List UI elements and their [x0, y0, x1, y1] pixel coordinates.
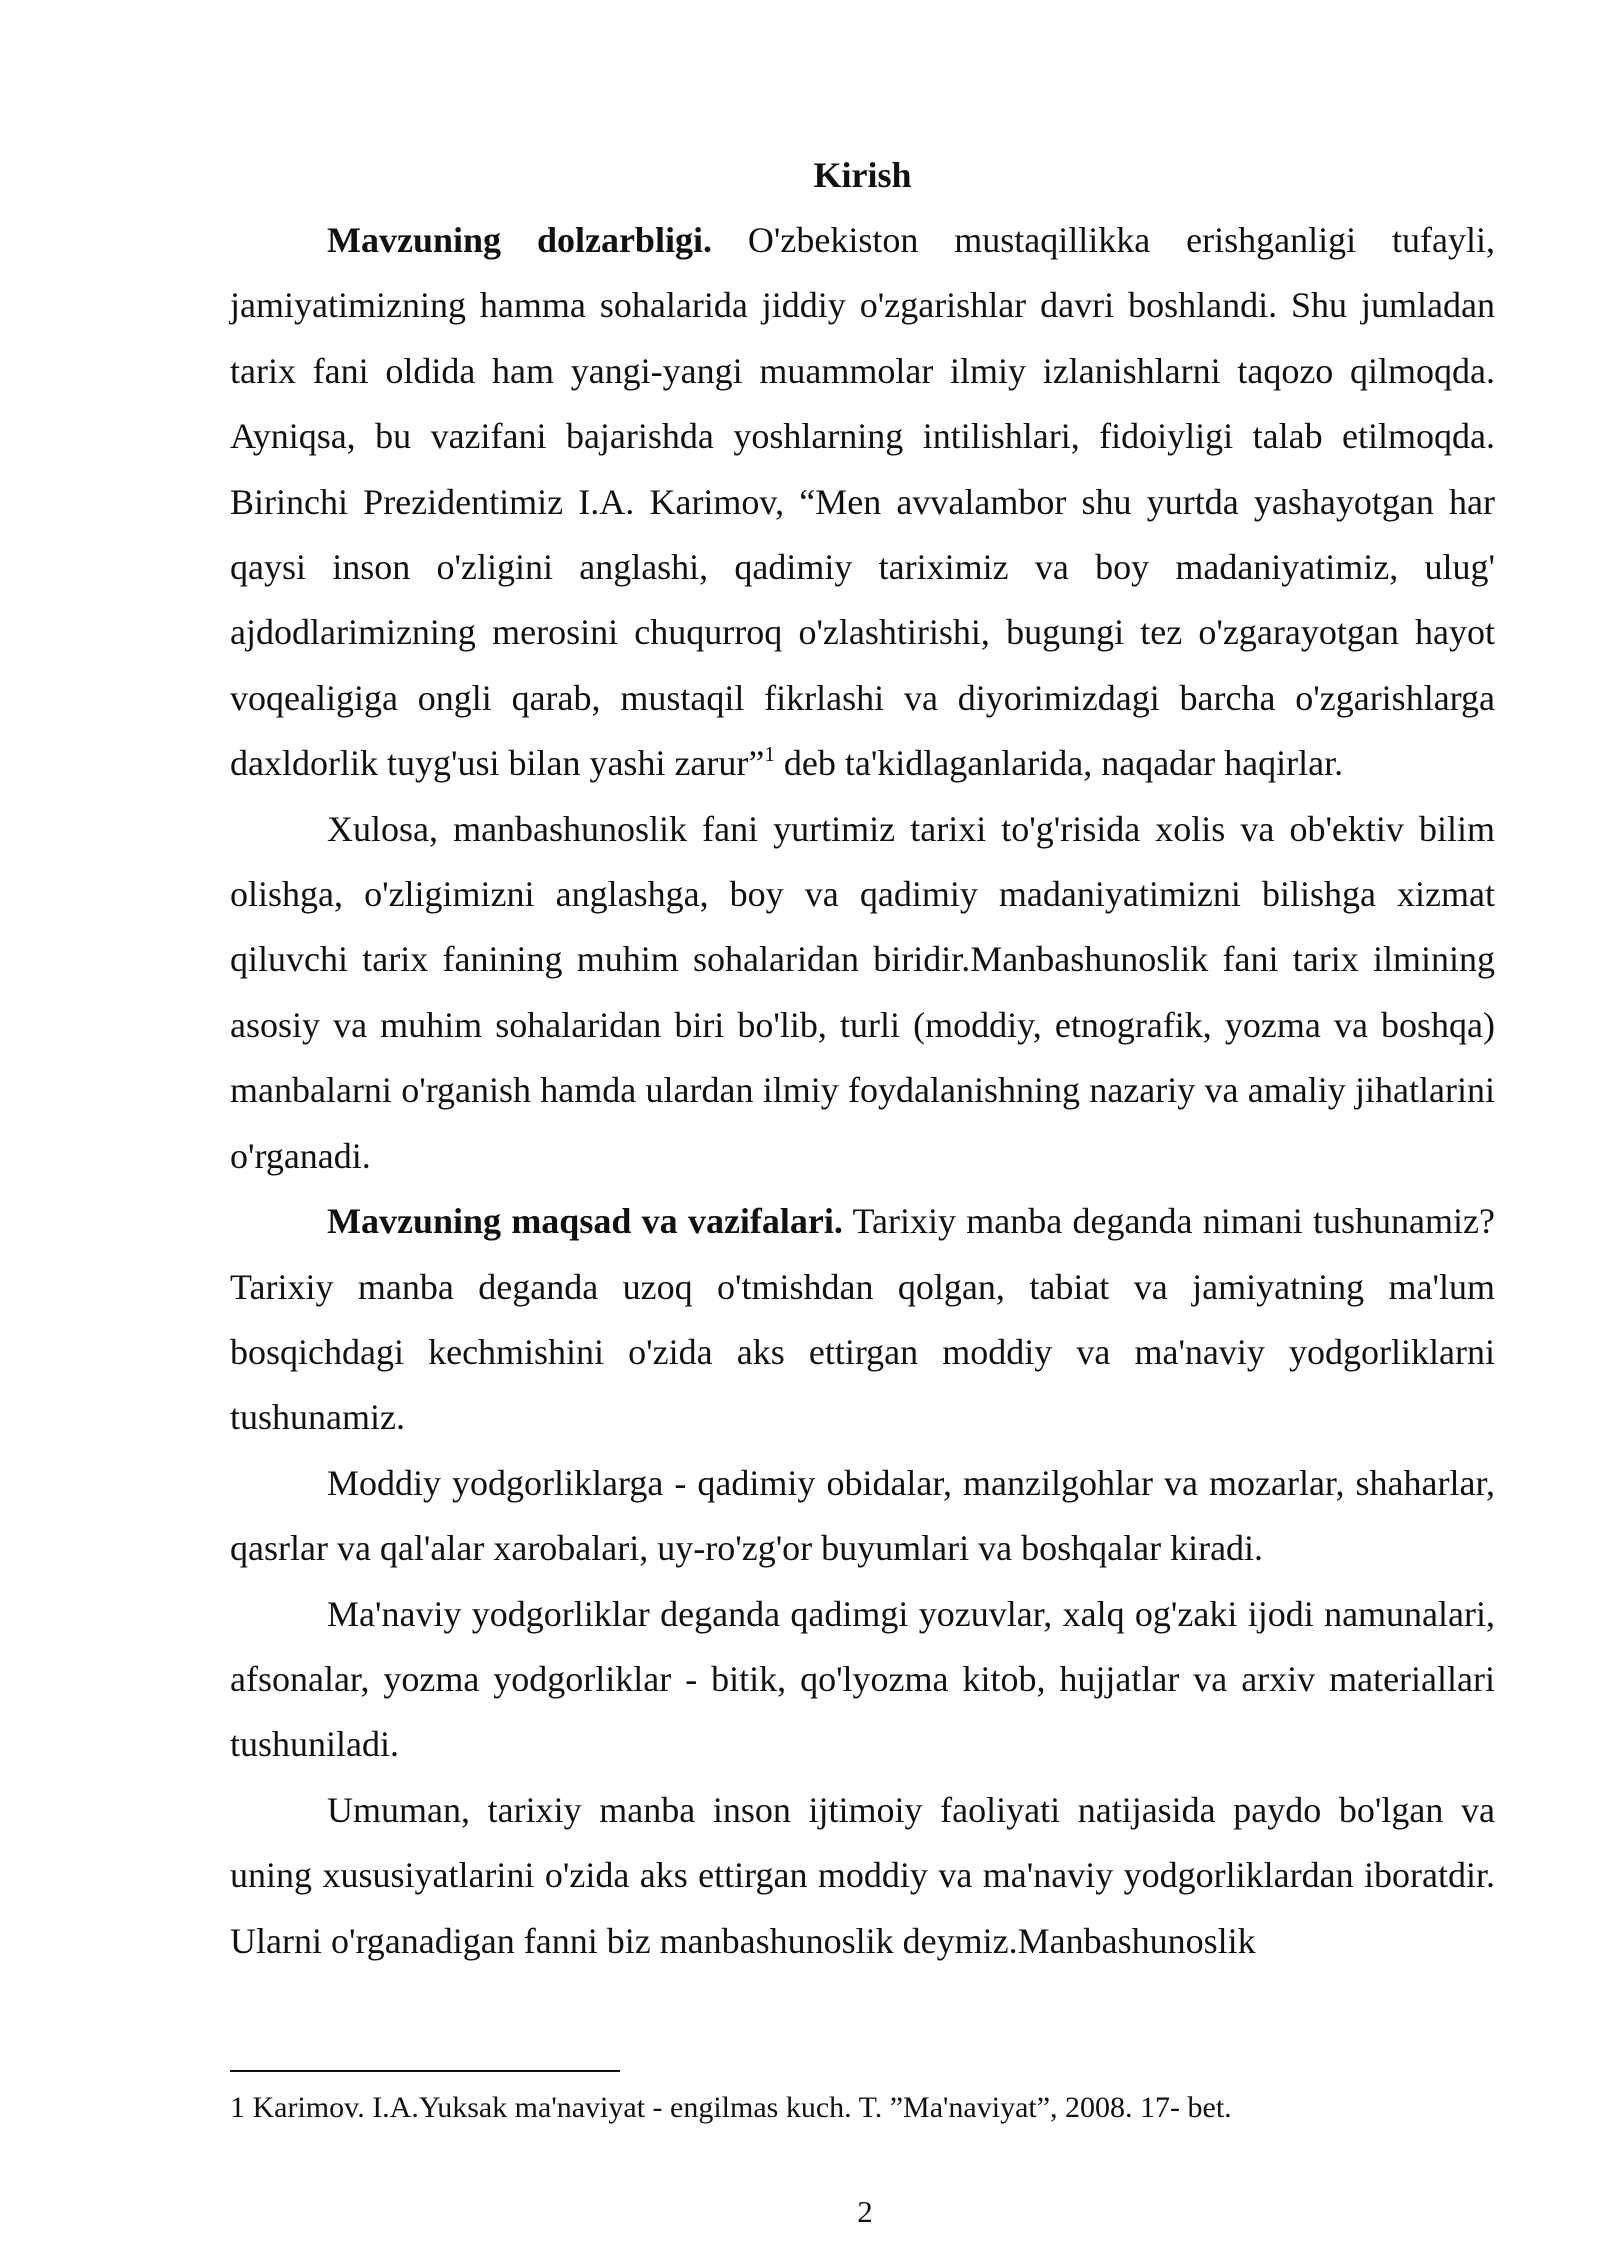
paragraph-text: Umuman, tarixiy manba inson ijtimoiy faoliyati natijasida paydo bo'lgan va uning xususiyatlarini o'zida aks ettirgan moddiy va ma'naviy yodgorliklardan iboratdir. Ularni o'rganadigan fanni biz manbashunoslik deymiz.Manbashunoslik	[230, 1789, 1495, 1961]
section-heading-relevance: Mavzuning dolzarbligi.	[327, 220, 712, 260]
paragraph-goals	[230, 1189, 1495, 1451]
paragraph-summary	[230, 1778, 1495, 1974]
paragraph-text: Tarixiy manba deganda nimani tushunamiz? Tarixiy manba deganda uzoq o'tmishdan qolgan, tabiat va jamiyatning ma'lum bosqichdagi kechmishini o'zida aks ettirgan moddiy va ma'naviy yodgorliklarni tushunamiz.	[230, 1201, 1495, 1438]
paragraph-text-tail: deb ta'kidlaganlarida, naqadar haqirlar.	[774, 743, 1344, 784]
paragraph-relevance	[230, 208, 1495, 797]
page-number: 2	[857, 2194, 873, 2229]
paragraph-text: O'zbekiston mustaqillikka erishganligi tufayli, jamiyatimizning hamma sohalarida jiddiy o'zgarishlar davri boshlandi. Shu jumladan tarix fani oldida ham yangi-yangi muammolar ilmiy izlanishlarni taqozo qilmoqda. Ayniqsa, bu vazifani bajarishda yoshlarning intilishlari, fidoiyligi talab etilmoqda. Birinchi Prezidentimiz I.A. Karimov, “Men avvalambor shu yurtda yashayotgan har qaysi inson o'zligini anglashi, qadimiy tariximiz va boy madaniyatimiz, ulug' ajdodlarimizning merosini chuqurroq o'zlashtirishi, bugungi tez o'zgarayotgan hayot voqealigiga ongli qarab, mustaqil fikrlashi va diyorimizdagi barcha o'zgarishlarga daxldorlik tuyg'usi bilan yashi zarur”	[230, 220, 1495, 784]
paragraph-text: Xulosa, manbashunoslik fani yurtimiz tarixi to'g'risida xolis va ob'ektiv bilim olishga, o'zligimizni anglashga, boy va qadimiy madaniyatimizni bilishga xizmat qiluvchi tarix fanining muhim sohalaridan biridir.Manbashunoslik fani tarix ilmining asosiy va muhim sohalaridan biri bo'lib, turli (moddiy, etnografik, yozma va boshqa) manbalarni o'rganish hamda ulardan ilmiy foydalanishning nazariy va amaliy jihatlarini o'rganadi.	[230, 808, 1495, 1176]
footnote: 1 Karimov. I.A.Yuksak ma'naviyat - engilmas kuch. T. ”Ma'naviyat”, 2008. 17- bet.	[230, 2091, 1232, 2124]
footnote-reference[interactable]: 1	[764, 742, 775, 767]
page-title: Kirish	[813, 155, 912, 195]
paragraph-conclusion	[230, 797, 1495, 1189]
page-body	[230, 146, 1495, 1974]
paragraph-material-monuments	[230, 1451, 1495, 1582]
paragraph-text: Ma'naviy yodgorliklar deganda qadimgi yozuvlar, xalq og'zaki ijodi namunalari, afsonalar, yozma yodgorliklar - bitik, qo'lyozma kitob, hujjatlar va arxiv materiallari tushuniladi.	[230, 1593, 1495, 1765]
section-heading-goals: Mavzuning maqsad va vazifalari.	[327, 1201, 843, 1242]
paragraph-text: Moddiy yodgorliklarga - qadimiy obidalar, manzilgohlar va mozarlar, shaharlar, qasrlar va qal'alar xarobalari, uy-ro'zg'or buyumlari va boshqalar kiradi.	[230, 1462, 1495, 1569]
footnote-divider	[230, 2070, 620, 2072]
paragraph-spiritual-monuments	[230, 1582, 1495, 1778]
